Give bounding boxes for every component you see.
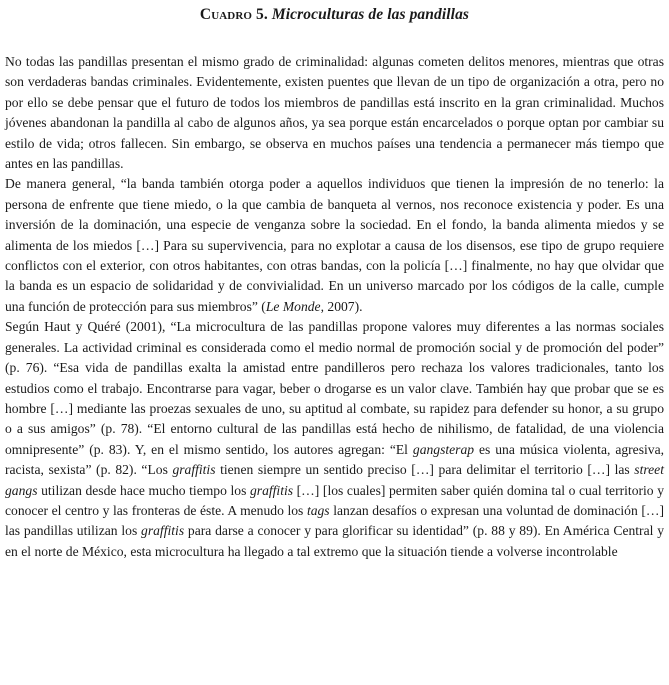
text-segment: No todas las pandillas presentan el mismo grado de criminalidad: algunas cometen delitos menores, mientras que otras son verdaderas bandas criminales. Evidentemente, existen puentes que llevan de un tipo de organización a otra, pero no por ello se debe pensar que el futuro de todos los miembros de pandillas está inscrito en la gran criminalidad. Muchos jóvenes abandonan la pandilla al cabo de algunos años, ya sea porque están encarcelados o porque optan por cambiar su estilo de vida; otros fallecen. Sin embargo, se observa en muchos países una tendencia a permanecer más tiempo que antes en las pandillas. [5, 54, 664, 172]
italic-term: graffitis [172, 462, 216, 478]
box-body [5, 52, 664, 562]
paragraph-3 [5, 317, 664, 562]
italic-term: graffitis [141, 523, 185, 539]
text-segment: Según Haut y Quéré (2001), “La microcultura de las pandillas propone valores muy diferentes a las normas sociales generales. La actividad criminal es considerada como el medio normal de promoción social y de promoción del poder” (p. 76). “Esa vida de pandillas exalta la amistad entre pandilleros pero rechaza los valores tradicionales, tanto los estudios como el trabajo. Encontrarse para vagar, beber o drogarse es un valor clave. También hay que probar que se es hombre […] mediante las proezas sexuales de uno, su aptitud al combate, su rapidez para defender su honor, a su grupo o a sus amigos” (p. 78). “El entorno cultural de las pandillas está hecho de nihilismo, de fatalidad, de una violencia omnipresente” (p. 83). Y, en el mismo sentido, los autores agregan: “El [5, 319, 664, 457]
paragraph-1 [5, 52, 664, 174]
text-segment: para darse a conocer y para glorificar su identidad” (p. 88 y 89). En América Central y en el norte de México, esta microcultura ha llegado a tal extremo que la situación tiende a volverse incontrolable [5, 523, 665, 559]
text-segment: De manera general, “la banda también otorga poder a aquellos individuos que tienen la impresión de no tenerlo: la persona de enfrente que tiene miedo, o la que cambia de banqueta al vernos, nos reconoce existencia y poder. Es una inversión de la dominación, una especie de venganza sobre la sociedad. En el fondo, la banda alimenta miedos y se alimenta de los miedos […] Para su supervivencia, para no explotar a causa de los disensos, ese tipo de grupo requiere conflictos con el exterior, con otros habitantes, con otras bandas, con la policía […] finalmente, no hay que olvidar que la banda es un espacio de solidaridad y de convivialidad. En un universo marcado por los códigos de la calle, cumple una función de protección para sus miembros” ( [5, 176, 664, 314]
italic-term: gangsterap [412, 441, 475, 457]
box-title-text: Microculturas de las pandillas [271, 6, 470, 23]
italic-term: street gangs [5, 462, 664, 498]
text-segment: es una música violenta, agresiva, racista, sexista” (p. 82). “Los [5, 441, 665, 478]
box-title [5, 0, 664, 34]
text-segment: , 2007). [320, 298, 363, 314]
italic-term: tags [306, 502, 330, 518]
paragraph-2 [5, 174, 664, 317]
citation-source: Le Monde [265, 298, 321, 314]
text-segment: lanzan desafíos o expresan una voluntad de dominación […] las pandillas utilizan los [5, 502, 664, 539]
text-segment: utilizan desde hace mucho tiempo los [37, 482, 250, 498]
box-label: Cuadro 5. [199, 6, 268, 23]
text-segment: […] [los cuales] permiten saber quién domina tal o cual territorio y conocer el centro y las fronteras de éste. A menudo los [5, 482, 664, 518]
text-segment: tienen siempre un sentido preciso […] para delimitar el territorio […] las [215, 462, 635, 478]
italic-term: graffitis [249, 482, 294, 498]
